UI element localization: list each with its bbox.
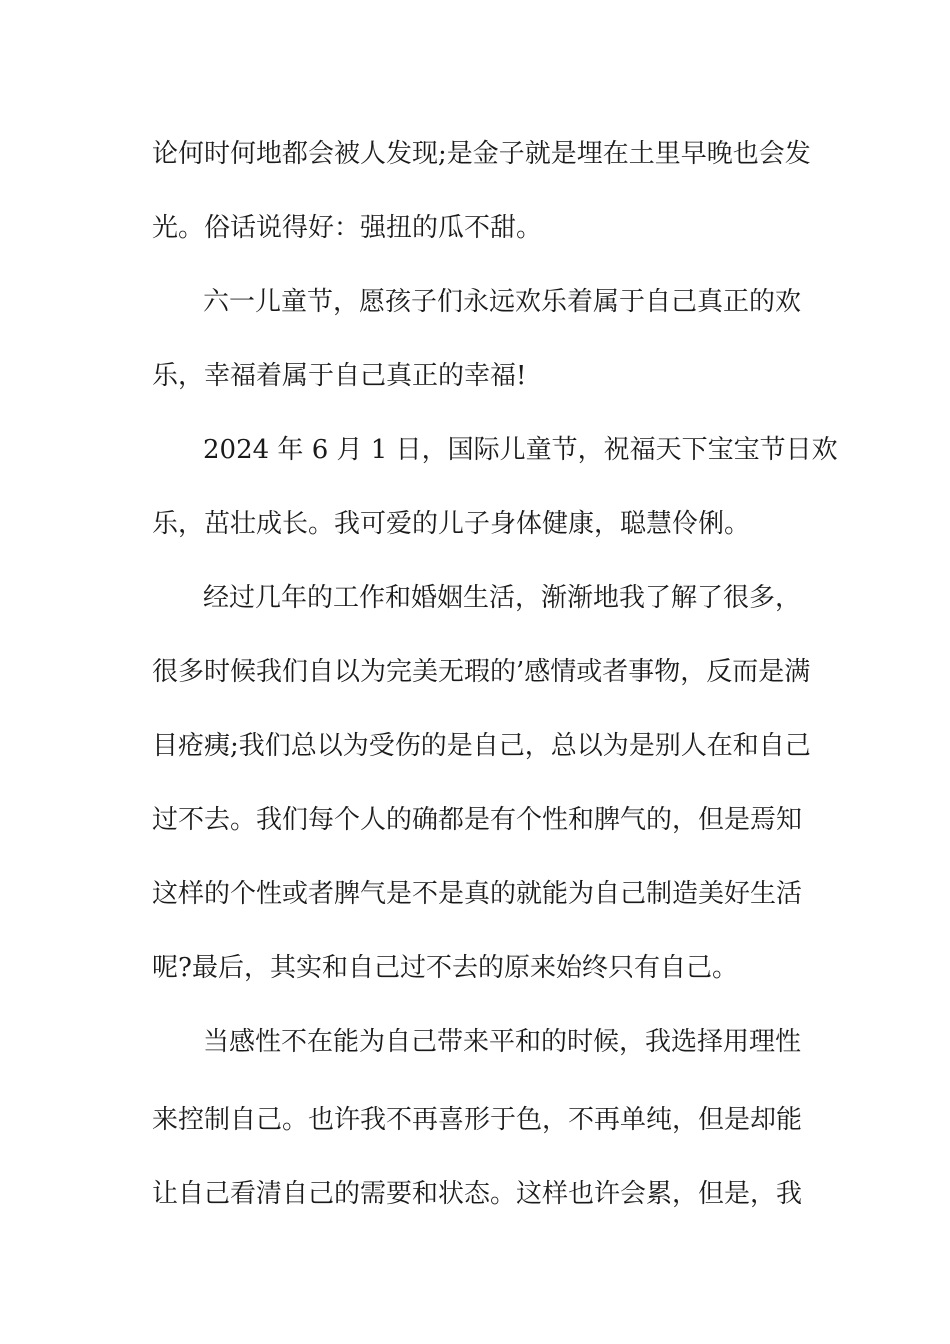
paragraph-first-line: 六一儿童节，愿孩子们永远欢乐着属于自己真正的欢 xyxy=(203,287,802,317)
paragraph-first-line: 2024 年 6 月 1 日，国际儿童节，祝福天下宝宝节日欢 xyxy=(203,435,838,465)
text-line: 让自己看清自己的需要和状态。这样也许会累，但是，我 xyxy=(152,1179,803,1209)
text-line: 乐，幸福着属于自己真正的幸福! xyxy=(152,361,527,391)
text-line: 论何时何地都会被人发现;是金子就是埋在土里早晚也会发 xyxy=(152,139,811,169)
text-line: 乐，茁壮成长。我可爱的儿子身体健康，聪慧伶俐。 xyxy=(152,509,751,539)
text-line: 呢?最后，其实和自己过不去的原来始终只有自己。 xyxy=(152,953,738,983)
text-line: 这样的个性或者脾气是不是真的就能为自己制造美好生活 xyxy=(152,879,803,909)
text-line: 过不去。我们每个人的确都是有个性和脾气的，但是焉知 xyxy=(152,805,803,835)
text-line: 来控制自己。也许我不再喜形于色，不再单纯，但是却能 xyxy=(152,1105,803,1135)
paragraph-first-line: 当感性不在能为自己带来平和的时候，我选择用理性 xyxy=(203,1027,802,1057)
text-line: 光。俗话说得好：强扭的瓜不甜。 xyxy=(152,213,543,243)
text-line: 很多时候我们自以为完美无瑕的’感情或者事物，反而是满 xyxy=(152,657,811,687)
paragraph-first-line: 经过几年的工作和婚姻生活，渐渐地我了解了很多， xyxy=(203,583,802,613)
text-line: 目疮痍;我们总以为受伤的是自己，总以为是别人在和自己 xyxy=(152,731,811,761)
